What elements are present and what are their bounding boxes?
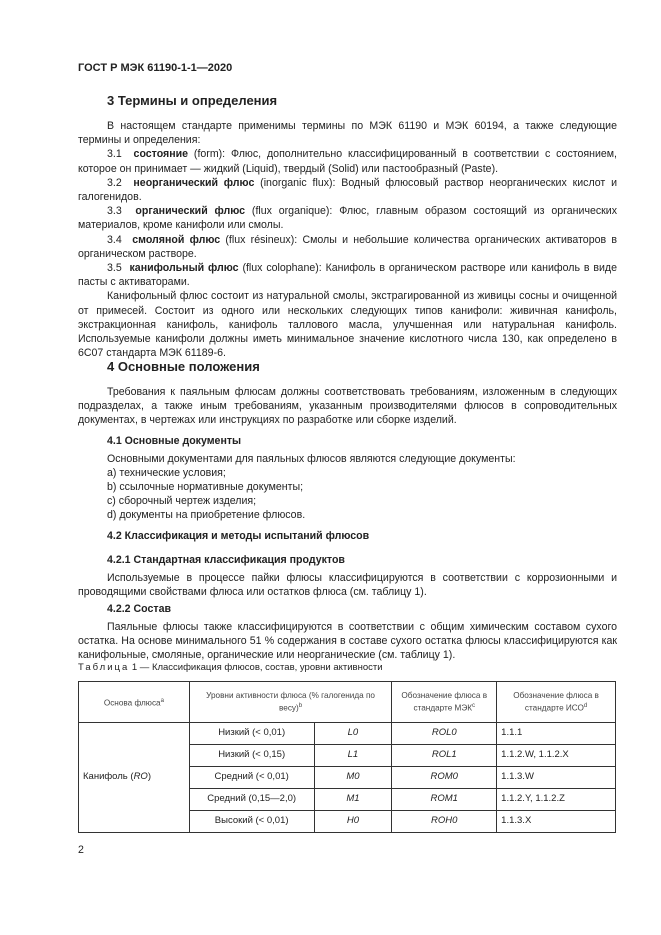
table-caption: [78, 661, 383, 675]
iec-code: ROM0: [430, 771, 458, 783]
term-3-1: [78, 147, 617, 175]
term-definition: (form): Флюс, дополнительно классифицированный в соответствии с состоянием, которое он принимает — жидкий (Liquid), твердый (Solid) или пастообразный (Paste).: [78, 148, 617, 175]
term-3-4: [78, 233, 617, 261]
activity-code-cell: [314, 723, 392, 745]
activity-code: M1: [346, 793, 360, 805]
activity-level-cell: Высокий (< 0,01): [189, 811, 314, 833]
header-iec-designation: [392, 682, 497, 723]
flux-classification-table: [78, 681, 616, 833]
activity-code: L0: [347, 727, 359, 739]
flux-base-cell: [79, 723, 190, 833]
footnote-mark: d: [583, 703, 588, 710]
section-3: [78, 93, 617, 360]
section-4-2-1-title: 4.2.1 Стандартная классификация продуктов: [107, 553, 345, 566]
term-number: 3.5: [107, 262, 122, 275]
header-flux-base: [79, 682, 190, 723]
term-number: 3.2: [107, 176, 122, 189]
table-header-row: [79, 682, 616, 723]
activity-level-cell: Низкий (< 0,01): [189, 723, 314, 745]
document-header: ГОСТ Р МЭК 61190-1-1—2020: [78, 62, 233, 74]
header-text: Обозначение флюса в стандарте МЭК: [401, 691, 488, 713]
iec-code: ROH0: [431, 815, 458, 827]
footnote-mark: a: [160, 697, 164, 704]
header-text: Основа флюса: [103, 698, 161, 708]
term-number: 3.3: [107, 205, 122, 218]
footnote-mark: c: [472, 703, 475, 710]
activity-code: L1: [347, 749, 359, 761]
iso-cell: 1.1.3.W: [497, 767, 616, 789]
list-item: d) документы на приобретение флюсов.: [107, 509, 306, 522]
activity-code: M0: [346, 771, 360, 783]
iso-cell: 1.1.2.Y, 1.1.2.Z: [497, 789, 616, 811]
flux-base-text: Канифоль (: [83, 771, 134, 783]
iec-cell: [392, 745, 497, 767]
activity-code-cell: [314, 811, 392, 833]
iec-code: ROL0: [431, 727, 457, 739]
header-activity-level: [189, 682, 392, 723]
term-number: 3.1: [107, 148, 122, 161]
section-4-2-2-title: 4.2.2 Состав: [107, 603, 171, 616]
term-definition: (flux colophane): Канифоль в органическом растворе или канифоль в виде пасты с активаторами.: [78, 262, 617, 289]
header-iso-designation: [497, 682, 616, 723]
term-definition: (flux organique): Флюс, главным образом состоящий из органических материалов, кроме канифоли или смолы.: [78, 205, 618, 232]
term-number: 3.4: [107, 233, 122, 246]
iec-cell: [392, 811, 497, 833]
term-name: канифольный флюс: [129, 262, 239, 275]
flux-base-end: ): [147, 771, 151, 783]
term-name: смоляной флюс: [132, 233, 221, 246]
section-4-intro: Требования к паяльным флюсам должны соответствовать требованиям, изложенным в следующих подразделах, а также иным требованиям, указанным производителями флюсов в сопроводительных документах, в чертежах или инструкциях по разработке или сборке изделий.: [78, 386, 617, 427]
iec-cell: [392, 789, 497, 811]
activity-code-cell: [314, 767, 392, 789]
section-4-1-title: 4.1 Основные документы: [107, 434, 242, 447]
term-3-3: [78, 204, 617, 232]
table-caption-label: Таблица: [78, 662, 130, 673]
term-note: Канифольный флюс состоит из натуральной смолы, экстрагированной из живицы сосны и очищенной от примесей. Состоит из одного или нескольких следующих типов канифоли: живичная канифоль, экстракционная канифоль, канифоль таллового масла, улучшенная или натуральная канифоль. Используемые канифоли должны иметь минимальное значение кислотного числа 130, как определено в 6С07 стандарта МЭК 61189-6.: [78, 290, 617, 360]
table-caption-text: 1 — Классификация флюсов, состав, уровни активности: [129, 662, 383, 673]
section-3-title: 3 Термины и определения: [107, 93, 278, 108]
section-4: [78, 359, 617, 663]
iec-code: ROM1: [430, 793, 458, 805]
iec-cell: [392, 767, 497, 789]
term-3-2: [78, 176, 617, 204]
iec-code: ROL1: [431, 749, 457, 761]
section-4-title: 4 Основные положения: [107, 359, 260, 374]
term-definition: (inorganic flux): Водный флюсовый раствор неорганических кислот и галогенидов.: [78, 176, 617, 204]
section-4-2-2-text: Паяльные флюсы также классифицируются в соответствии с общим химическим составом сухого остатка. На основе минимального 51 % содержания в составе сухого остатка флюсы классифицируются как канифольные, смоляные, органические или неорганические (см. таблицу 1).: [78, 621, 617, 662]
activity-level-cell: Средний (< 0,01): [189, 767, 314, 789]
flux-base-code: RO: [133, 771, 148, 783]
activity-level-cell: Средний (0,15—2,0): [189, 789, 314, 811]
section-4-2-title: 4.2 Классификация и методы испытаний флюсов: [107, 529, 370, 542]
iso-cell: 1.1.1: [497, 723, 616, 745]
term-definition: (flux résineux): Смолы и небольшие количества органических активаторов в органическом растворе.: [78, 233, 617, 260]
list-item: c) сборочный чертеж изделия;: [107, 495, 257, 508]
list-item: b) ссылочные нормативные документы;: [107, 481, 304, 494]
iso-cell: 1.1.3.X: [497, 811, 616, 833]
term-name: неорганический флюс: [133, 176, 255, 189]
activity-code-cell: [314, 745, 392, 767]
header-text: Уровни активности флюса (% галогенида по весу): [206, 691, 375, 713]
activity-code-cell: [314, 789, 392, 811]
header-text: Обозначение флюса в стандарте ИСО: [513, 691, 599, 713]
table-row: [79, 723, 616, 745]
page-number: 2: [78, 844, 84, 856]
term-name: состояние: [133, 148, 189, 161]
activity-level-cell: Низкий (< 0,15): [189, 745, 314, 767]
section-4-2-1-text: Используемые в процессе пайки флюсы классифицируются в соответствии с коррозионными и проводящими свойствами флюса или остатков флюса (см. таблицу 1).: [78, 571, 617, 598]
footnote-mark: b: [298, 703, 303, 710]
iec-cell: [392, 723, 497, 745]
list-item: a) технические условия;: [107, 466, 226, 479]
iso-cell: 1.1.2.W, 1.1.2.X: [497, 745, 616, 767]
term-name: органический флюс: [135, 205, 246, 218]
term-3-5: [78, 261, 617, 289]
section-3-intro: В настоящем стандарте применимы термины по МЭК 61190 и МЭК 60194, а также следующие термины и определения:: [78, 120, 617, 147]
activity-code: H0: [346, 815, 359, 827]
section-4-1-intro: Основными документами для паяльных флюсов являются следующие документы:: [107, 452, 516, 465]
